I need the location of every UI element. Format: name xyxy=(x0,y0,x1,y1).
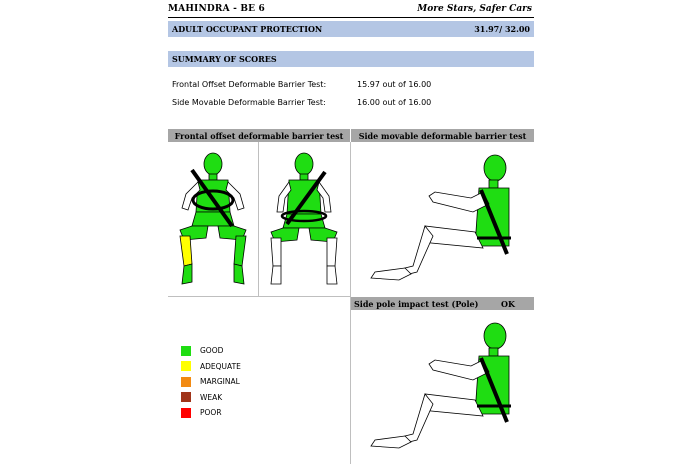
pole-dummy-icon xyxy=(351,310,534,464)
pole-panel-header xyxy=(351,297,534,310)
legend-swatch-weak xyxy=(181,392,191,402)
legend-swatch-poor xyxy=(181,408,191,418)
aop-score: 31.97/ 32.00 xyxy=(474,24,530,34)
side-panel-header xyxy=(351,129,534,142)
legend-label-adequate: ADEQUATE xyxy=(200,361,241,371)
legend-label-weak: WEAK xyxy=(200,392,223,402)
legend-label-good: GOOD xyxy=(200,346,224,356)
legend-item-good xyxy=(181,343,241,359)
driver-dummy-icon xyxy=(168,142,258,297)
vehicle-name: MAHINDRA - BE 6 xyxy=(168,4,266,14)
pole-result: OK xyxy=(501,298,515,309)
legend-swatch-marginal xyxy=(181,377,191,387)
aop-title: ADULT OCCUPANT PROTECTION xyxy=(172,24,323,34)
frontal-score-label: Frontal Offset Deformable Barrier Test: xyxy=(172,80,327,89)
frontal-score-value: 15.97 out of 16.00 xyxy=(357,80,432,89)
slogan: More Stars, Safer Cars xyxy=(417,4,532,14)
legend-item-poor xyxy=(181,405,241,421)
frontal-panel-header xyxy=(168,129,350,142)
aop-band xyxy=(168,21,534,37)
summary-title: SUMMARY OF SCORES xyxy=(172,54,277,64)
color-legend xyxy=(181,343,241,421)
frontal-panel-title: Frontal offset deformable barrier test xyxy=(174,130,344,141)
side-dummy-icon xyxy=(351,142,534,297)
header-rule xyxy=(168,17,534,18)
side-panel-title: Side movable deformable barrier test xyxy=(358,130,527,141)
legend-swatch-good xyxy=(181,346,191,356)
legend-item-weak xyxy=(181,390,241,406)
side-score-label: Side Movable Deformable Barrier Test: xyxy=(172,98,326,107)
pole-panel-title: Side pole impact test (Pole) xyxy=(354,298,479,309)
legend-label-marginal: MARGINAL xyxy=(200,377,240,387)
legend-item-adequate xyxy=(181,359,241,375)
legend-label-poor: POOR xyxy=(200,408,222,418)
summary-band xyxy=(168,51,534,67)
legend-swatch-adequate xyxy=(181,361,191,371)
legend-item-marginal xyxy=(181,374,241,390)
passenger-dummy-icon xyxy=(259,142,350,297)
side-score-value: 16.00 out of 16.00 xyxy=(357,98,432,107)
